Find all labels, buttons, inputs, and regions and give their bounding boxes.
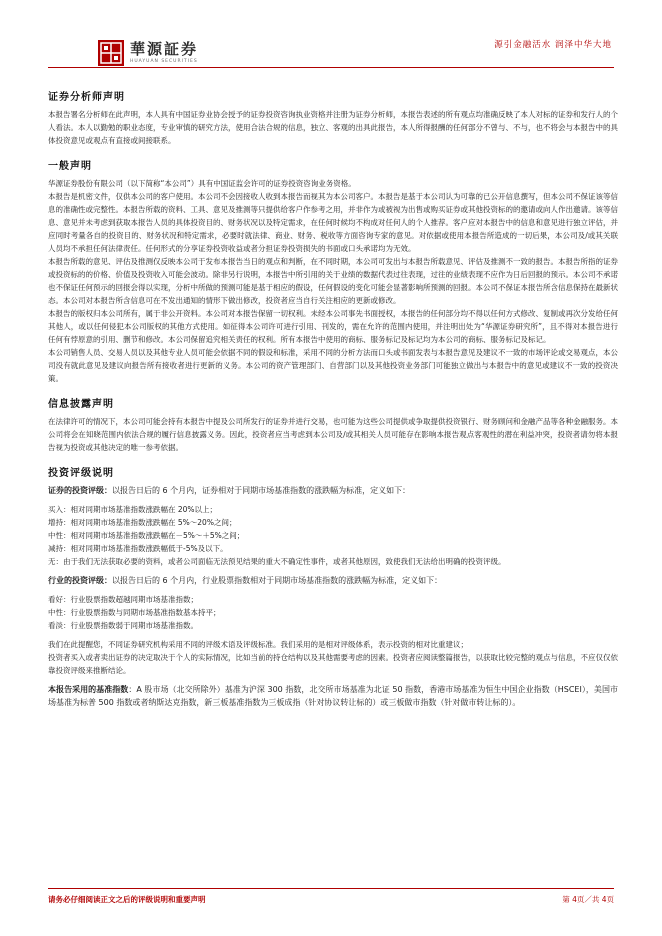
general-statement-p1: 华源证券股份有限公司（以下简称“本公司”）具有中国证监会许可的证券投资咨询业务资格。 (48, 179, 356, 188)
analyst-statement-body: 本报告署名分析师在此声明，本人具有中国证券业协会授予的证券投资咨询执业资格并注册为证券分析师，本报告表述的所有观点均准确反映了本人对标的证券和发行人的个人看法。本人以勤勉的职业态度，专业审慎的研究方法，使用合法合规的信息，独立、客观的出具此报告，本人所得报酬的任何部分不曾与、不与，也不将会与本报告中的具体投资意见或观点有直接或间接联系。 (48, 110, 618, 145)
rating-item-overweight: 增持：相对同期市场基准指数涨跌幅在 5%～20%之间； (48, 518, 237, 527)
disclosure-title: 信息披露声明 (48, 399, 114, 410)
footer-divider (48, 888, 614, 889)
analyst-statement-title: 证券分析师声明 (48, 92, 125, 103)
industry-item-neutral: 中性：行业股票指数与同期市场基准指数基本持平； (48, 608, 221, 617)
header-divider (48, 67, 614, 68)
industry-rating-label: 行业的投资评级： (48, 576, 112, 585)
general-statement-title: 一般声明 (48, 161, 92, 172)
industry-rating-definition (48, 574, 618, 587)
page-content (48, 78, 618, 709)
rating-title: 投资评级说明 (48, 468, 114, 479)
benchmark-label: 本报告采用的基准指数 (48, 685, 129, 694)
stock-rating-definition (48, 484, 618, 497)
brand-name-en: HUAYUAN SECURITIES (130, 59, 198, 64)
rating-item-underweight: 减持：相对同期市场基准指数涨跌幅低于-5%及以下。 (48, 544, 228, 553)
industry-item-positive: 看好：行业股票指数超越同期市场基准指数； (48, 595, 198, 604)
rating-item-none: 无：由于我们无法获取必要的资料，或者公司面临无法预见结果的重大不确定性事件，或者其他原因，致使我们无法给出明确的投资评级。 (48, 557, 506, 566)
general-statement-p2: 本报告是机密文件，仅供本公司的客户使用。本公司不会因接收人收到本报告而视其为本公司客户。本报告是基于本公司认为可靠的已公开信息撰写，但本公司不保证该等信息的准确性或完整性。本报告所载的资料、工具、意见及推测等只提供给客户作参考之用，并非作为或被视为出售或购买证券或其他投资标的的邀请或向人作出邀请。该等信息、意见并未考虑到获取本报告人员的具体投资目的、财务状况以及特定需求，在任何时候均不构成对任何人的个人推荐。客户应对本报告中的信息和意见进行独立评估，并应同时考量各自的投资目的、财务状况和特定需求，必要时就法律、商业、财务、税收等方面咨询专家的意见。对依据或使用本报告所造成的一切后果，本公司及/或其关联人员均不承担任何法律责任。任何形式的分享证券投资收益或者分担证券投资损失的书面或口头承诺均为无效。 (48, 192, 618, 253)
page-header (0, 0, 662, 70)
brand-name-cn: 華源証券 (130, 40, 199, 58)
huayuan-logo-icon (98, 40, 124, 66)
footer-notice: 请务必仔细阅读正文之后的评级说明和重要声明 (48, 895, 206, 904)
rating-note-1: 我们在此提醒您，不同证券研究机构采用不同的评级术语及评级标准。我们采用的是相对评级体系，表示投资的相对比重建议； (48, 640, 468, 649)
brand-name (130, 40, 198, 64)
header-slogan: 源引金融活水 润泽中华大地 (494, 40, 612, 50)
general-statement-p5: 本公司销售人员、交易人员以及其他专业人员可能会依据不同的假设和标准，采用不同的分析方法而口头或书面发表与本报告意见及建议不一致的市场评论或交易观点，本公司没有就此意见及建议向报告所有接收者进行更新的义务。本公司的资产管理部门、自营部门以及其他投资业务部门可能独立做出与本报告中的意见或建议不一致的投资决策。 (48, 348, 618, 383)
industry-rating-def-text: 以报告日后的 6 个月内，行业股票指数相对于同期市场基准指数的涨跌幅为标准，定义如下： (112, 576, 443, 585)
industry-item-negative: 看淡：行业股票指数弱于同期市场基准指数。 (48, 621, 198, 630)
benchmark-text: ：A 股市场（北交所除外）基准为沪深 300 指数，北交所市场基准为北证 50 指数，香港市场基准为恒生中国企业指数（HSCEI），美国市场基准为标普 500 指数或者纳斯达克指数，新三板基准指数为三板成指（针对协议转让标的）或三板做市指数（针对做市转让标的）。 (48, 685, 619, 707)
stock-rating-label: 证券的投资评级： (48, 486, 112, 495)
rating-note-2: 投资者买入或者卖出证券的决定取决于个人的实际情况，比如当前的持仓结构以及其他需要考虑的因素。投资者应阅读整篇报告，以获取比较完整的观点与信息，不应仅仅依靠投资评级来推断结论。 (48, 653, 618, 675)
general-statement-p3: 本报告所载的意见、评估及推测仅反映本公司于发布本报告当日的观点和判断，在不同时期，本公司可发出与本报告所载意见、评估及推测不一致的报告。本报告所指的证券或投资标的的价格、价值及投资收入可能会波动。除非另行说明，本报告中所引用的关于业绩的数据代表过往表现，过往的业绩表现不应作为日后回报的预示。本公司不承诺也不保证任何预示的回报会得以实现，分析中所做的预测可能是基于相应的假设，任何假设的变化可能会显著影响所预测的回报。本公司不保证本报告所含信息保持在最新状态。本公司对本报告所含信息可在不发出通知的情形下做出修改，投资者应当自行关注相应的更新或修改。 (48, 257, 618, 305)
rating-item-neutral: 中性：相对同期市场基准指数涨跌幅在－5%～＋5%之间； (48, 531, 245, 540)
disclosure-body: 在法律许可的情况下，本公司可能会持有本报告中提及公司所发行的证券并进行交易，也可能为这些公司提供或争取提供投资银行、财务顾问和金融产品等各种金融服务。本公司将会在知晓范围内依法合规的履行信息披露义务。因此，投资者应当考虑到本公司及/或其相关人员可能存在影响本报告观点客观性的潜在利益冲突，投资者请勿将本报告视为投资或其他决定的唯一参考依据。 (48, 417, 618, 452)
rating-item-buy: 买入：相对同期市场基准指数涨跌幅在 20%以上； (48, 505, 218, 514)
stock-rating-def-text: 以报告日后的 6 个月内，证券相对于同期市场基准指数的涨跌幅为标准，定义如下： (112, 486, 411, 495)
benchmark-statement (48, 683, 618, 709)
page-number: 第 4页／共 4页 (562, 895, 614, 904)
general-statement-p4: 本报告的版权归本公司所有，属于非公开资料。本公司对本报告保留一切权利。未经本公司事先书面授权，本报告的任何部分均不得以任何方式修改、复制或再次分发给任何其他人，或以任何侵犯本公司版权的其他方式使用。如征得本公司许可进行引用、刊发的，需在允许的范围内使用，并注明出处为“华源证券研究所”，且不得对本报告进行任何有悖原意的引用、删节和修改。本公司保留追究相关责任的权利。所有本报告中使用的商标、服务标记及标记均为本公司的商标、服务标记及标记。 (48, 309, 618, 344)
